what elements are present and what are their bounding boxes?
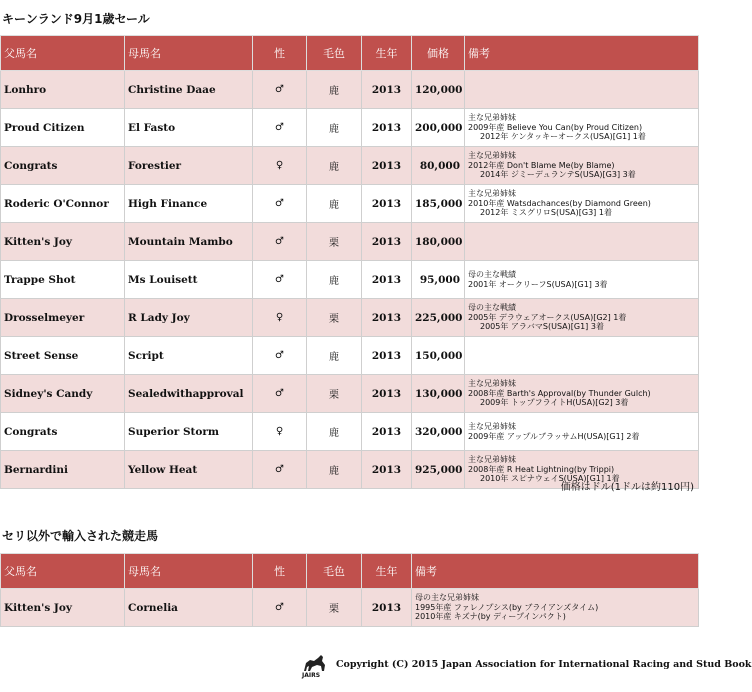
sire-cell: Proud Citizen: [1, 109, 125, 147]
price-cell: 320,000: [412, 413, 465, 451]
note-line: 主な兄弟姉妹: [468, 151, 516, 161]
color-cell: 鹿: [307, 109, 362, 147]
note-line: 2010年産 キズナ(by ディープインパクト): [415, 612, 566, 622]
note-line: 2012年産 Don't Blame Me(by Blame): [468, 160, 615, 170]
color-cell: 鹿: [307, 413, 362, 451]
year-cell: 2013: [362, 589, 412, 627]
color-cell: 鹿: [307, 337, 362, 375]
dam-cell: Mountain Mambo: [125, 223, 253, 261]
header-notes: 備考: [412, 554, 699, 589]
note-line: 2009年産 Believe You Can(by Proud Citizen): [468, 122, 643, 132]
price-cell: 130,000: [412, 375, 465, 413]
header-sex: 性: [253, 36, 307, 71]
color-cell: 鹿: [307, 451, 362, 489]
header-year: 生年: [362, 554, 412, 589]
notes-cell: [465, 147, 699, 185]
notes-cell: [465, 299, 699, 337]
note-line: 2012年 ケンタッキーオークス(USA)[G1] 1着: [480, 132, 646, 142]
price-cell: 120,000: [412, 71, 465, 109]
sire-cell: Congrats: [1, 147, 125, 185]
table-row: [1, 337, 699, 375]
dam-cell: El Fasto: [125, 109, 253, 147]
sex-cell: ♂: [253, 71, 307, 109]
sex-cell: ♂: [253, 337, 307, 375]
year-cell: 2013: [362, 375, 412, 413]
notes-cell: [465, 337, 699, 375]
color-cell: 鹿: [307, 261, 362, 299]
price-cell: 80,000: [412, 147, 465, 185]
sex-cell: ♀: [253, 299, 307, 337]
note-line: 2010年産 Watsdachances(by Diamond Green): [468, 198, 651, 208]
table-row: [1, 413, 699, 451]
color-cell: 鹿: [307, 185, 362, 223]
sire-cell: Drosselmeyer: [1, 299, 125, 337]
dam-cell: Script: [125, 337, 253, 375]
year-cell: 2013: [362, 223, 412, 261]
sire-cell: Street Sense: [1, 337, 125, 375]
year-cell: 2013: [362, 147, 412, 185]
dam-cell: Yellow Heat: [125, 451, 253, 489]
sex-cell: ♀: [253, 413, 307, 451]
notes-cell: [465, 261, 699, 299]
sire-cell: Lonhro: [1, 71, 125, 109]
sale-title: キーンランド9月1歳セール: [2, 12, 150, 26]
note-line: 2008年産 R Heat Lightning(by Trippi): [468, 464, 615, 474]
sire-cell: Roderic O'Connor: [1, 185, 125, 223]
sale-table: [0, 35, 699, 489]
color-cell: 栗: [307, 223, 362, 261]
note-line: 2001年 オークリーフS(USA)[G1] 3着: [468, 279, 608, 289]
year-cell: 2013: [362, 109, 412, 147]
copyright: Copyright (C) 2015 Japan Association for International Racing and Stud Book: [336, 659, 752, 670]
sex-cell: ♂: [253, 589, 307, 627]
notes-cell: [465, 71, 699, 109]
year-cell: 2013: [362, 71, 412, 109]
note-line: 1995年産 ファレノプシス(by ブライアンズタイム): [415, 602, 599, 612]
notes-cell: [465, 223, 699, 261]
note-line: 2010年 スピナウェイS(USA)[G1] 1着: [480, 474, 620, 484]
jairs-logo: [300, 653, 330, 681]
note-line: 主な兄弟姉妹: [468, 422, 516, 431]
year-cell: 2013: [362, 451, 412, 489]
price-cell: 200,000: [412, 109, 465, 147]
notes-cell: [412, 589, 699, 627]
note-line: 主な兄弟姉妹: [468, 189, 516, 199]
year-cell: 2013: [362, 413, 412, 451]
table-row: [1, 109, 699, 147]
table-row: [1, 375, 699, 413]
table-row: [1, 185, 699, 223]
sire-cell: Bernardini: [1, 451, 125, 489]
header-dam: 母馬名: [125, 554, 253, 589]
sex-cell: ♂: [253, 375, 307, 413]
color-cell: 栗: [307, 589, 362, 627]
table-row: [1, 147, 699, 185]
note-line: 2009年 トップフライトH(USA)[G2] 3着: [480, 398, 629, 408]
footer: [300, 653, 752, 681]
price-cell: 95,000: [412, 261, 465, 299]
table-row: [1, 71, 699, 109]
color-cell: 栗: [307, 299, 362, 337]
table-row: [1, 299, 699, 337]
note-line: 母の主な兄弟姉妹: [415, 593, 479, 603]
logo-text: JAIRS: [302, 672, 321, 679]
color-cell: 栗: [307, 375, 362, 413]
year-cell: 2013: [362, 299, 412, 337]
horse-icon: [300, 653, 330, 673]
color-cell: 鹿: [307, 147, 362, 185]
note-line: 主な兄弟姉妹: [468, 379, 516, 389]
notes-cell: [465, 185, 699, 223]
header-sire: 父馬名: [1, 36, 125, 71]
note-line: 2012年 ミスグリロS(USA)[G3] 1着: [480, 208, 612, 218]
dam-cell: Sealedwithapproval: [125, 375, 253, 413]
dam-cell: High Finance: [125, 185, 253, 223]
header-notes: 備考: [465, 36, 699, 71]
dam-cell: Superior Storm: [125, 413, 253, 451]
sex-cell: ♂: [253, 109, 307, 147]
sex-cell: ♂: [253, 223, 307, 261]
note-line: 2005年 アラバマS(USA)[G1] 3着: [480, 322, 604, 332]
sire-cell: Congrats: [1, 413, 125, 451]
dam-cell: Cornelia: [125, 589, 253, 627]
header-sex: 性: [253, 554, 307, 589]
sex-cell: ♂: [253, 185, 307, 223]
header-year: 生年: [362, 36, 412, 71]
sex-cell: ♂: [253, 261, 307, 299]
dam-cell: Christine Daae: [125, 71, 253, 109]
header-color: 毛色: [307, 36, 362, 71]
note-line: 2008年産 Barth's Approval(by Thunder Gulch): [468, 388, 651, 398]
sire-cell: Sidney's Candy: [1, 375, 125, 413]
table-header-row: [1, 554, 699, 589]
dam-cell: Forestier: [125, 147, 253, 185]
sire-cell: Kitten's Joy: [1, 223, 125, 261]
note-line: 母の主な戦績: [468, 270, 516, 279]
price-cell: 225,000: [412, 299, 465, 337]
header-dam: 母馬名: [125, 36, 253, 71]
year-cell: 2013: [362, 337, 412, 375]
header-sire: 父馬名: [1, 554, 125, 589]
color-cell: 鹿: [307, 71, 362, 109]
price-cell: 185,000: [412, 185, 465, 223]
sex-cell: ♀: [253, 147, 307, 185]
notes-cell: [465, 375, 699, 413]
price-note: 価格はドル(1ドルは約110円): [560, 482, 694, 493]
header-price: 価格: [412, 36, 465, 71]
note-line: 母の主な戦績: [468, 303, 516, 313]
sire-cell: Trappe Shot: [1, 261, 125, 299]
note-line: 2009年産 アップルブラッサムH(USA)[G1] 2着: [468, 431, 640, 441]
note-line: 主な兄弟姉妹: [468, 113, 516, 123]
dam-cell: R Lady Joy: [125, 299, 253, 337]
import-table: [0, 553, 699, 627]
note-line: 2014年 ジミーデュランテS(USA)[G3] 3着: [480, 170, 636, 180]
note-line: 主な兄弟姉妹: [468, 455, 516, 465]
dam-cell: Ms Louisett: [125, 261, 253, 299]
notes-cell: [465, 413, 699, 451]
table-header-row: [1, 36, 699, 71]
table-row: [1, 223, 699, 261]
import-title: セリ以外で輸入された競走馬: [2, 529, 159, 543]
sex-cell: ♂: [253, 451, 307, 489]
header-color: 毛色: [307, 554, 362, 589]
sire-cell: Kitten's Joy: [1, 589, 125, 627]
price-cell: 925,000: [412, 451, 465, 489]
table-row: [1, 261, 699, 299]
year-cell: 2013: [362, 261, 412, 299]
price-cell: 150,000: [412, 337, 465, 375]
notes-cell: [465, 109, 699, 147]
price-cell: 180,000: [412, 223, 465, 261]
year-cell: 2013: [362, 185, 412, 223]
table-row: [1, 589, 699, 627]
note-line: 2005年 デラウェアオークス(USA)[G2] 1着: [468, 312, 627, 322]
